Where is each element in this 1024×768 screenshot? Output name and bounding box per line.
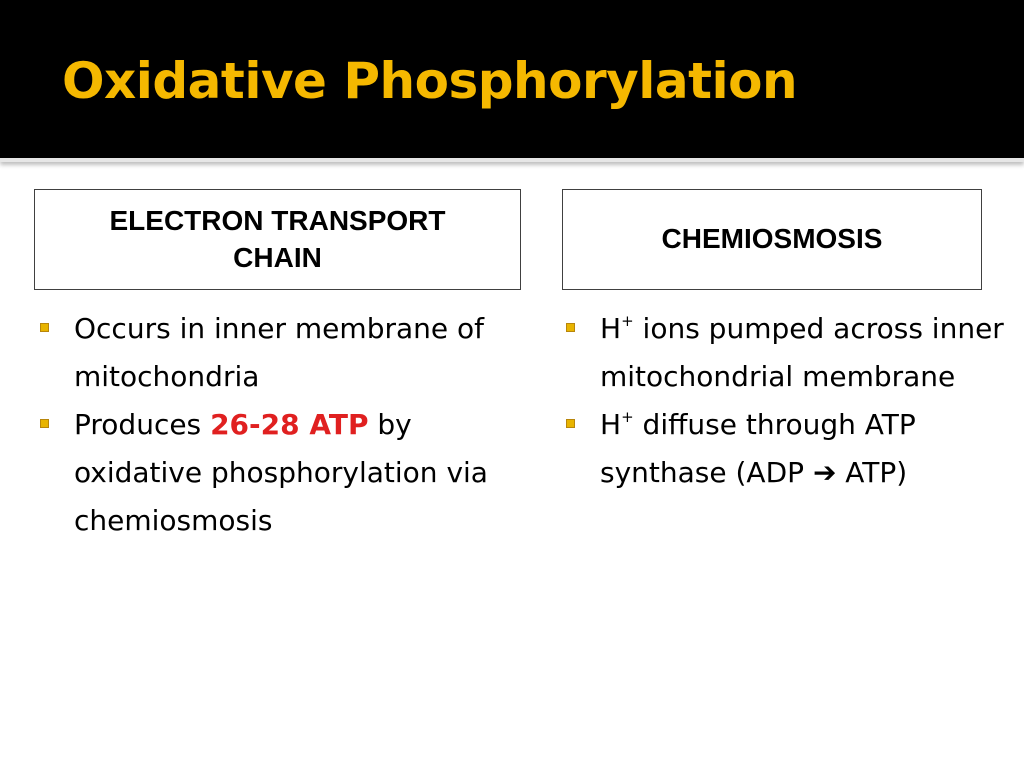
list-item [566, 401, 1006, 497]
bullet-text: Occurs in inner membrane of mitochondria [74, 312, 484, 393]
square-bullet-icon [566, 323, 575, 332]
list-item [566, 305, 1006, 401]
plus-superscript: + [621, 312, 634, 330]
title-bar [0, 0, 1024, 162]
hydrogen-symbol: H [600, 408, 622, 441]
chemiosmosis-header [562, 189, 982, 290]
bullet-text: diffuse through ATP synthase (ADP [600, 408, 916, 489]
bullet-text: ions pumped across inner mitochondrial membrane [600, 312, 1004, 393]
list-item [40, 401, 530, 545]
atp-yield-highlight: 26-28 ATP [210, 408, 369, 441]
electron-transport-chain-header [34, 189, 521, 290]
hydrogen-symbol: H [600, 312, 622, 345]
bullet-text-prefix: Produces [74, 408, 211, 441]
right-arrow-icon: ➔ [812, 456, 837, 489]
header-label: CHEMIOSMOSIS [661, 223, 883, 255]
header-line-1: ELECTRON TRANSPORT [109, 205, 446, 237]
slide-title: Oxidative Phosphorylation [62, 52, 798, 110]
bullet-text-end: ATP) [836, 456, 908, 489]
square-bullet-icon [40, 419, 49, 428]
bullet-text-suffix: by oxidative phosphorylation via chemiosmosis [74, 408, 488, 537]
electron-transport-bullets [40, 305, 530, 545]
plus-superscript: + [621, 408, 634, 426]
square-bullet-icon [566, 419, 575, 428]
header-line-2: CHAIN [233, 241, 322, 273]
square-bullet-icon [40, 323, 49, 332]
list-item [40, 305, 530, 401]
chemiosmosis-bullets [566, 305, 1006, 497]
